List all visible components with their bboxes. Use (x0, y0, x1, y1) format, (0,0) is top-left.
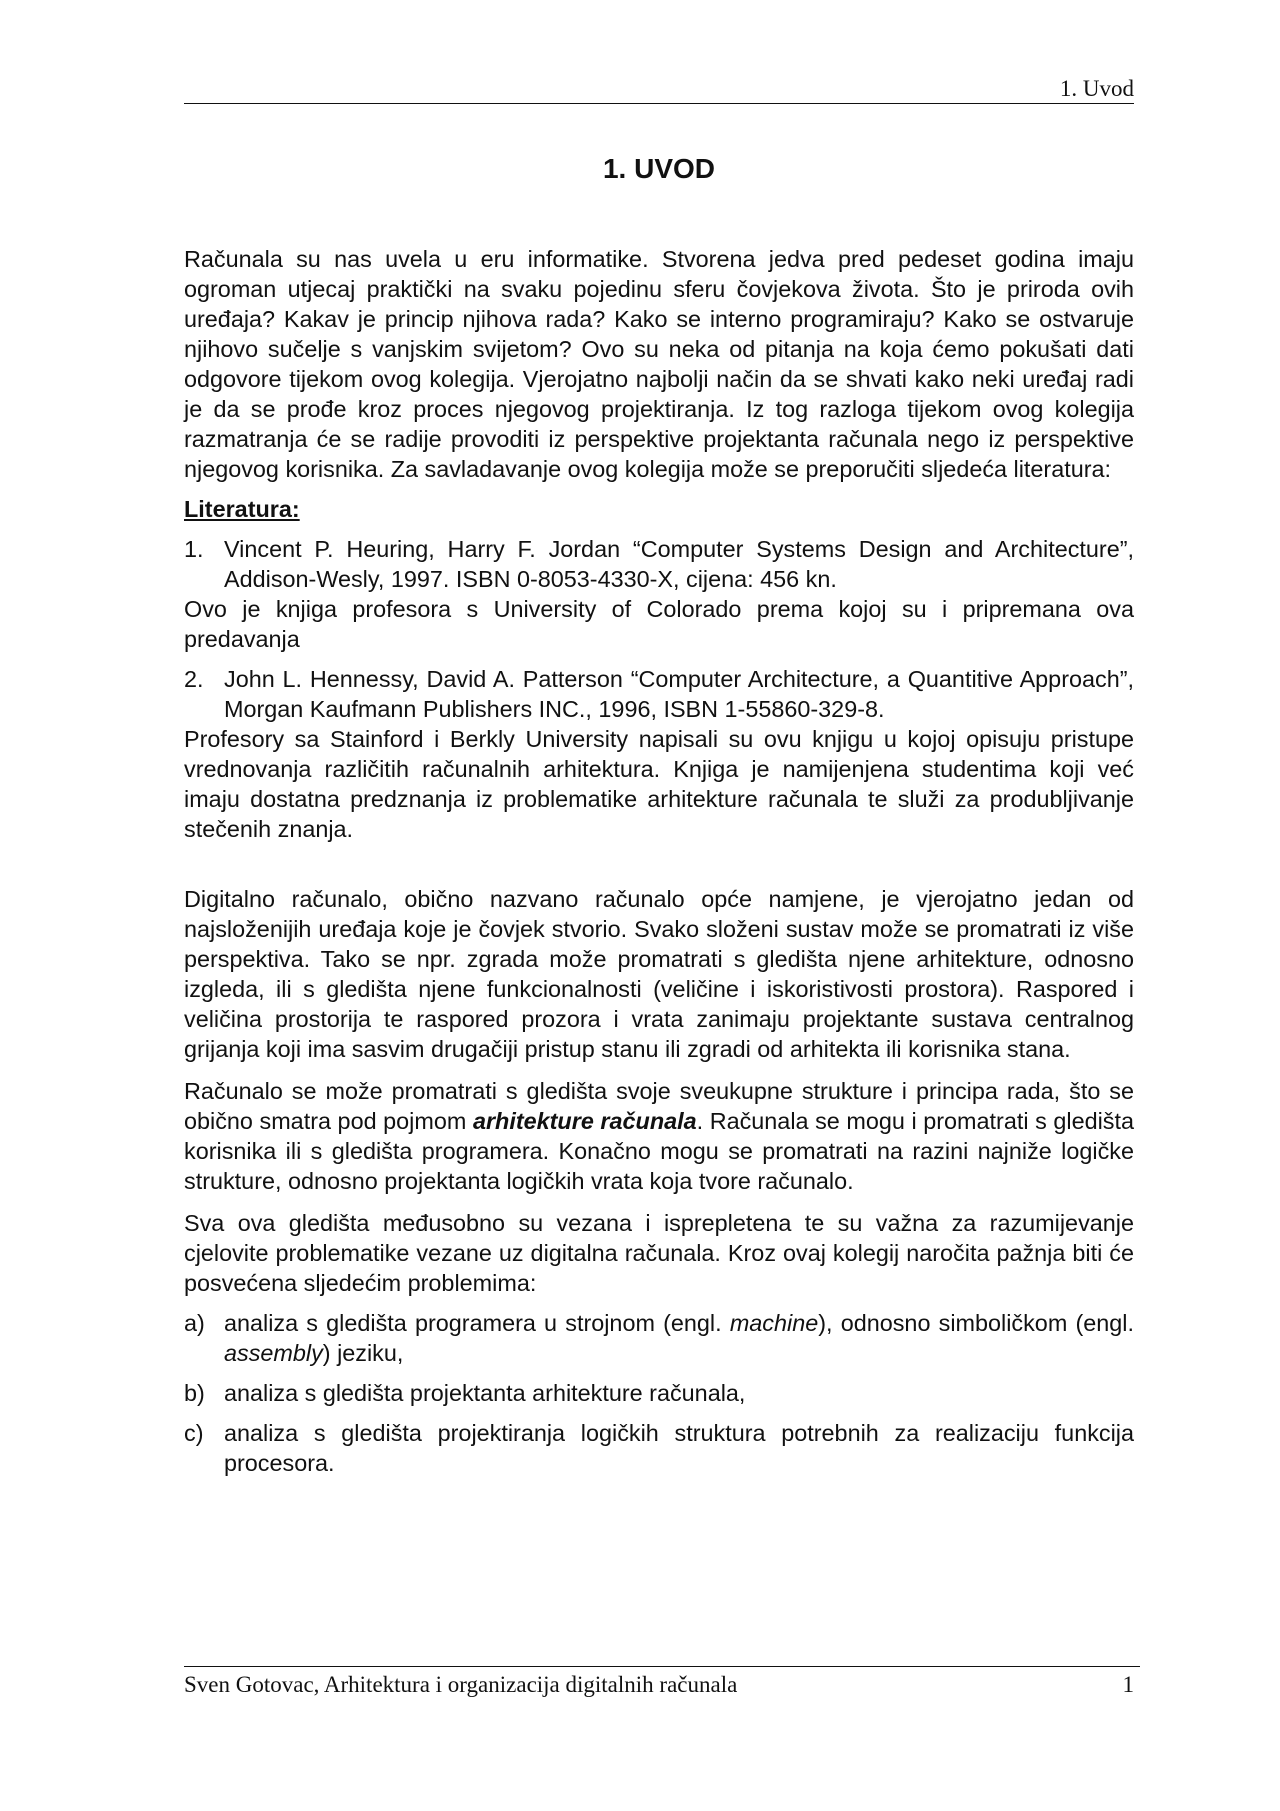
section-gap (184, 844, 1134, 884)
running-head: 1. Uvod (1059, 76, 1134, 101)
body-text (184, 244, 1134, 1478)
digital-computer-paragraph: Digitalno računalo, obično nazvano računalo opće namjene, je vjerojatno jedan od najsloženijih uređaja koje je čovjek stvorio. Svako složeni sustav može se promatrati iz više perspektiva. Tako se npr. zgrada može promatrati s gledišta njene arhitekture, odnosno izgleda, ili s gledišta njene funkcionalnosti (veličine i iskoristivosti prostora). Raspored i veličina prostorija te raspored prozora i vrata zanimaju projektante sustava centralnog grijanja koji ima sasvim drugačiji pristup stanu ili zgradi od arhitekta ili korisnika stana. (184, 886, 1134, 1062)
problem-text-part: ) jeziku, (322, 1340, 404, 1366)
intro-paragraph: Računala su nas uvela u eru informatike. Stvorena jedva pred pedeset godina imaju ogroman utjecaj praktički na svaku pojedinu sferu čovjekova života. Što je priroda ovih uređaja? Kakav je princip njihova rada? Kako se interno programiraju? Kako se ostvaruje njihovo sučelje s vanjskim svijetom? Ovo su neka od pitanja na koja ćemo pokušati dati odgovore tijekom ovog kolegija. Vjerojatno najbolji način da se shvati kako neki uređaj radi je da se prođe kroz proces njegovog projektiranja. Iz tog razloga tijekom ovog kolegija razmatranja će se radije provoditi iz perspektive projektanta računala nego iz perspektive njegovog korisnika. Za savladavanje ovog kolegija može se preporučiti sljedeća literatura: (184, 246, 1134, 482)
literature-item (184, 534, 1134, 594)
footer-text: Sven Gotovac, Arhitektura i organizacija digitalnih računala (184, 1672, 738, 1697)
literature-item-text: John L. Hennessy, David A. Patterson “Computer Architecture, a Quantitive Approach”, Morgan Kaufmann Publishers INC., 1996, ISBN 1-55860-329-8. (224, 666, 1134, 722)
architecture-term: arhitekture računala (472, 1108, 697, 1134)
literature-heading: Literatura: (184, 496, 300, 522)
literature-item-note: Profesory sa Stainford i Berkly University napisali su ovu knjigu u kojoj opisuju pristupe vrednovanja različitih računalnih arhitektura. Knjiga je namijenjena studentima koji već imaju dostatna predznanja iz problematike arhitekture računala te služi za produbljivanje stečenih znanja. (184, 726, 1134, 842)
term-assembly: assembly (224, 1340, 323, 1366)
problem-text-part: ), odnosno simboličkom (engl. (818, 1310, 1134, 1336)
problem-text-part: analiza s gledišta programera u strojnom (engl. (224, 1310, 730, 1336)
term-machine: machine (729, 1310, 819, 1336)
problem-item-c (184, 1418, 1134, 1478)
problem-label: b) (184, 1380, 205, 1406)
literature-item-text: Vincent P. Heuring, Harry F. Jordan “Computer Systems Design and Architecture”, Addison-Wesly, 1997. ISBN 0-8053-4330-X, cijena: 456 kn. (224, 536, 1134, 592)
page-number: 1 (1122, 1672, 1134, 1697)
page-footer (184, 1672, 1134, 1698)
header-rule (184, 103, 1134, 104)
problem-text (224, 1308, 1134, 1368)
problem-item-a (184, 1308, 1134, 1368)
literature-item (184, 664, 1134, 724)
footer-rule (184, 1666, 1140, 1667)
literature-item-number: 1. (184, 536, 204, 562)
problem-text: analiza s gledišta projektiranja logičkih struktura potrebnih za realizaciju funkcija procesora. (224, 1420, 1134, 1476)
problem-item-b (184, 1378, 1134, 1408)
architecture-text-before: Računalo se može promatrati s gledišta svoje sveukupne strukture i principa rada, što se obično smatra pod pojmom (184, 1078, 1134, 1134)
problem-text: analiza s gledišta projektanta arhitekture računala, (224, 1380, 746, 1406)
literature-item-number: 2. (184, 666, 204, 692)
architecture-paragraph (184, 1076, 1134, 1196)
viewpoints-paragraph: Sva ova gledišta međusobno su vezana i isprepletena te su važna za razumijevanje cjelovite problematike vezane uz digitalna računala. Kroz ovaj kolegij naročita pažnja biti će posvećena sljedećim problemima: (184, 1210, 1134, 1296)
problem-label: c) (184, 1420, 204, 1446)
architecture-text-after: . Računala se mogu i promatrati s gledišta korisnika ili s gledišta programera. Konačno mogu se promatrati na razini najniže logičke strukture, odnosno projektanta logičkih vrata koja tvore računalo. (184, 1108, 1134, 1194)
chapter-title: 1. UVOD (602, 153, 716, 184)
literature-item-note: Ovo je knjiga profesora s University of Colorado prema kojoj su i pripremana ova predavanja (184, 596, 1134, 652)
problem-label: a) (184, 1310, 205, 1336)
